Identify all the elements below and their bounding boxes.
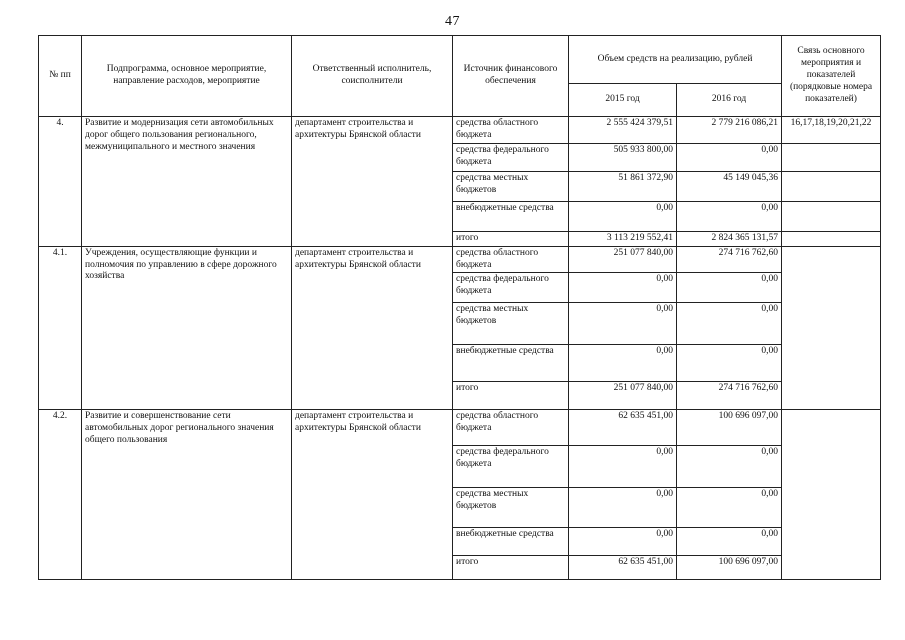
page-number: 47 [445,14,460,29]
row-2015: 251 077 840,00 [569,246,677,273]
group-link [782,410,881,580]
row-2016: 0,00 [677,273,782,303]
row-2016: 0,00 [677,528,782,556]
row-source: средства местных бюджетов [453,303,569,345]
header-volume: Объем средств на реализацию, рублей [569,36,782,84]
header-year-2015: 2015 год [569,84,677,117]
row-2015: 0,00 [569,446,677,488]
row-2015: 0,00 [569,273,677,303]
group-4-1 [39,246,881,410]
row-source: средства областного бюджета [453,117,569,144]
row-2015: 0,00 [569,345,677,382]
empty-link-cell [782,171,881,201]
header-year-2016: 2016 год [677,84,782,117]
group-title: Развитие и модернизация сети автомобильных дорог общего пользования регионального, межмуниципального и местного значения [82,117,292,247]
group-link [782,246,881,410]
group-4 [39,117,881,247]
row-2015: 0,00 [569,488,677,528]
group-4-2 [39,410,881,580]
empty-link-cell [782,231,881,246]
row-total-2016: 2 824 365 131,57 [677,231,782,246]
row-total-label: итого [453,231,569,246]
row-total-2016: 274 716 762,60 [677,382,782,410]
row-2015: 0,00 [569,201,677,231]
row-2015: 505 933 800,00 [569,143,677,171]
empty-link-cell [782,201,881,231]
row-total-label: итого [453,382,569,410]
row-source: средства областного бюджета [453,246,569,273]
group-link: 16,17,18,19,20,21,22 [782,117,881,144]
header-num: № пп [39,36,82,117]
row-2016: 0,00 [677,201,782,231]
row-source: средства местных бюджетов [453,488,569,528]
row-source: средства федерального бюджета [453,143,569,171]
row-2016: 274 716 762,60 [677,246,782,273]
row-2016: 0,00 [677,303,782,345]
group-number: 4. [39,117,82,247]
row-2016: 0,00 [677,345,782,382]
row-2015: 51 861 372,90 [569,171,677,201]
row-total-2015: 62 635 451,00 [569,556,677,580]
row-source: средства федерального бюджета [453,446,569,488]
row-2016: 0,00 [677,143,782,171]
group-executor: департамент строительства и архитектуры Брянской области [292,246,453,410]
row-source: средства федерального бюджета [453,273,569,303]
header-executor: Ответственный исполнитель, соисполнители [292,36,453,117]
header-program: Подпрограмма, основное мероприятие, направление расходов, мероприятие [82,36,292,117]
row-2016: 2 779 216 086,21 [677,117,782,144]
row-source: внебюджетные средства [453,201,569,231]
row-2016: 100 696 097,00 [677,410,782,446]
row-source: средства областного бюджета [453,410,569,446]
row-source: внебюджетные средства [453,528,569,556]
row-2016: 0,00 [677,446,782,488]
row-total-2016: 100 696 097,00 [677,556,782,580]
row-total-2015: 251 077 840,00 [569,382,677,410]
row-2016: 45 149 045,36 [677,171,782,201]
row-2015: 0,00 [569,528,677,556]
row-total-label: итого [453,556,569,580]
budget-table [38,35,881,580]
group-title: Развитие и совершенствование сети автомобильных дорог регионального значения общего пользования [82,410,292,580]
group-number: 4.2. [39,410,82,580]
header-source: Источник финансового обеспечения [453,36,569,117]
row-2016: 0,00 [677,488,782,528]
group-executor: департамент строительства и архитектуры Брянской области [292,410,453,580]
row-total-2015: 3 113 219 552,41 [569,231,677,246]
header-link: Связь основного мероприятия и показателей (порядковые номера показателей) [782,36,881,117]
row-source: внебюджетные средства [453,345,569,382]
row-2015: 0,00 [569,303,677,345]
empty-link-cell [782,143,881,171]
row-source: средства местных бюджетов [453,171,569,201]
row-2015: 2 555 424 379,51 [569,117,677,144]
row-2015: 62 635 451,00 [569,410,677,446]
group-title: Учреждения, осуществляющие функции и полномочия по управлению в сфере дорожного хозяйства [82,246,292,410]
group-number: 4.1. [39,246,82,410]
group-executor: департамент строительства и архитектуры Брянской области [292,117,453,247]
